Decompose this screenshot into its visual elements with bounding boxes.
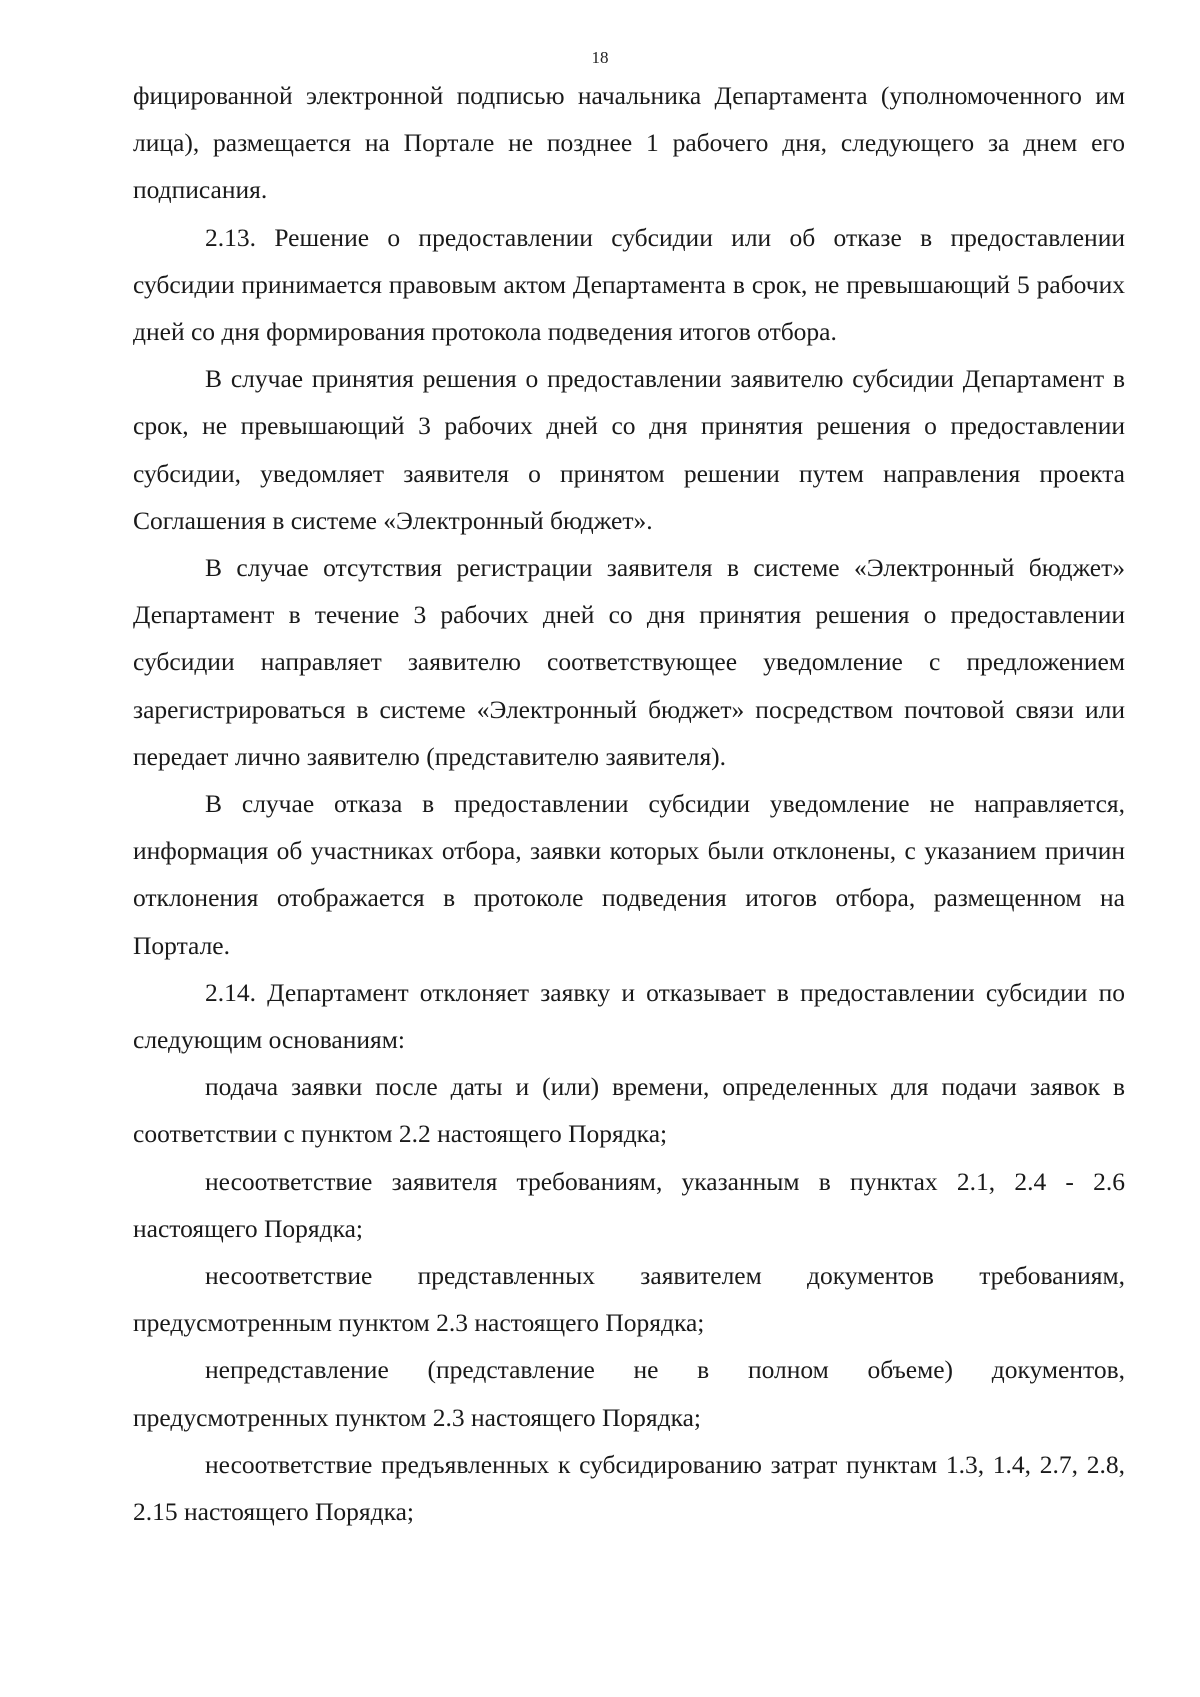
- list-item-applicant-mismatch: несоответствие заявителя требованиям, указанным в пунктах 2.1, 2.4 - 2.6 настоящего Порядка;: [133, 1166, 1125, 1243]
- paragraph-2-13: 2.13. Решение о предоставлении субсидии или об отказе в предоставлении субсидии принимается правовым актом Департамента в срок, не превышающий 5 рабочих дней со дня формирования протокола подведения итогов отбора.: [133, 222, 1125, 347]
- list-item-documents-mismatch: несоответствие представленных заявителем документов требованиям, предусмотренным пунктом 2.3 настоящего Порядка;: [133, 1261, 1125, 1338]
- list-item-costs-mismatch: несоответствие предъявленных к субсидированию затрат пунктам 1.3, 1.4, 2.7, 2.8, 2.15 настоящего Порядка;: [133, 1449, 1125, 1527]
- document-body: [133, 72, 1125, 1535]
- list-item-late-submission: подача заявки после даты и (или) времени, определенных для подачи заявок в соответствии с пунктом 2.2 настоящего Порядка;: [133, 1072, 1125, 1149]
- paragraph-2-14: 2.14. Департамент отклоняет заявку и отказывает в предоставлении субсидии по следующим основаниям:: [133, 977, 1125, 1055]
- page-number: 18: [591, 48, 609, 67]
- paragraph-refusal: В случае отказа в предоставлении субсидии уведомление не направляется, информация об участниках отбора, заявки которых были отклонены, с указанием причин отклонения отображается в протоколе подведения итогов отбора, размещенном на Портале.: [133, 789, 1125, 960]
- paragraph-decision-notice: В случае принятия решения о предоставлении заявителю субсидии Департамент в срок, не превышающий 3 рабочих дней со дня принятия решения о предоставлении субсидии, уведомляет заявителя о принятом решении путем направления проекта Соглашения в системе «Электронный бюджет».: [133, 364, 1125, 535]
- list-item-documents-missing: непредставление (представление не в полном объеме) документов, предусмотренных пунктом 2.3 настоящего Порядка;: [133, 1355, 1125, 1432]
- paragraph-continuation: фицированной электронной подписью начальника Департамента (уполномоченного им лица), размещается на Портале не позднее 1 рабочего дня, следующего за днем его подписания.: [133, 81, 1125, 205]
- paragraph-registration-absent: В случае отсутствия регистрации заявителя в системе «Электронный бюджет» Департамент в течение 3 рабочих дней со дня принятия решения о предоставлении субсидии направляет заявителю соответствующее уведомление с предложением зарегистрироваться в системе «Электронный бюджет» посредством почтовой связи или передает лично заявителю (представителю заявителя).: [133, 553, 1125, 771]
